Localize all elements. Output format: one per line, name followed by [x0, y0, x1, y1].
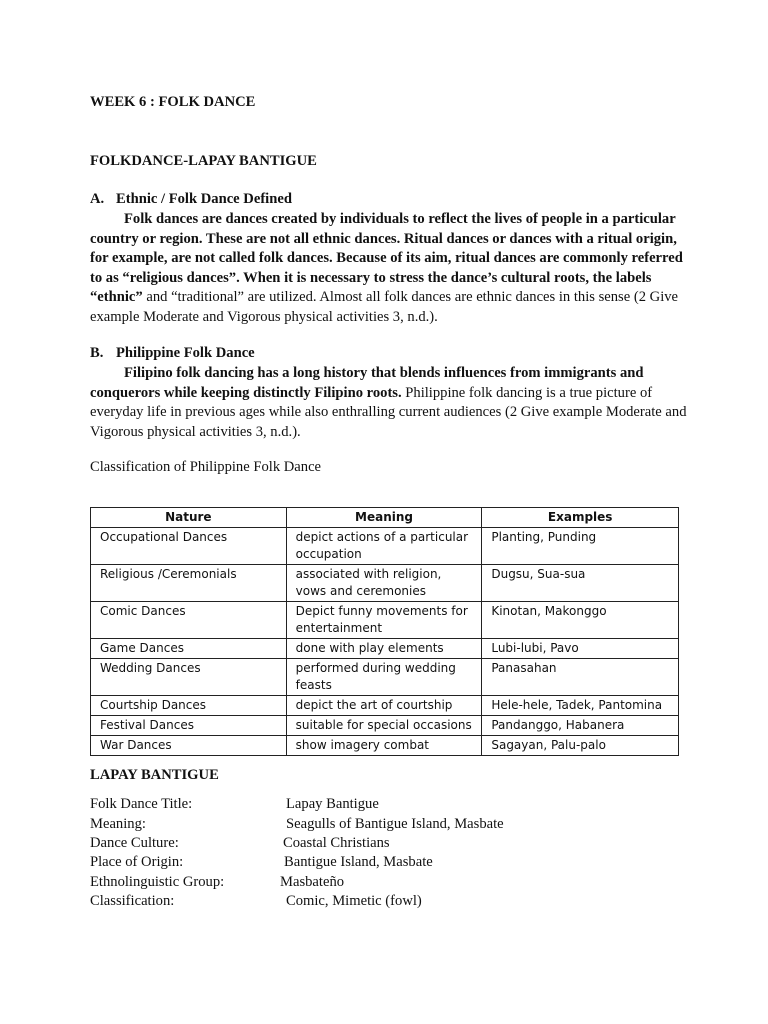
section-a-paragraph: [90, 210, 690, 327]
table-cell-examples: Panasahan: [482, 659, 679, 696]
detail-value: Coastal Christians: [283, 835, 390, 851]
detail-row-title: [90, 795, 379, 815]
table-cell-examples: Lubi-lubi, Pavo: [482, 639, 679, 659]
table-cell-examples: Planting, Punding: [482, 528, 679, 565]
detail-value: Bantigue Island, Masbate: [284, 854, 433, 870]
table-cell-meaning: associated with religion, vows and ceremonies: [286, 565, 482, 602]
classification-table: [90, 507, 679, 756]
section-a-bold-text: Folk dances are dances created by individuals to reflect the lives of people in a particular country or region. These are not all ethnic dances. Ritual dances or dances with a ritual origin, for example, are not called folk dances. Because of its aim, ritual dances are commonly referred to as “religious dances”. When it is necessary to stress the dance’s cultural roots, the labels “ethnic”: [90, 211, 683, 305]
table-cell-meaning: Depict funny movements for entertainment: [286, 602, 482, 639]
table-row: [91, 736, 679, 756]
detail-key: Ethnolinguistic Group:: [90, 874, 225, 890]
week-title: WEEK 6 : FOLK DANCE: [90, 94, 256, 110]
table-cell-meaning: performed during wedding feasts: [286, 659, 482, 696]
table-cell-nature: Comic Dances: [91, 602, 287, 639]
detail-row-meaning: [90, 815, 504, 835]
detail-row-group: [90, 873, 344, 893]
table-row: [91, 696, 679, 716]
table-cell-nature: War Dances: [91, 736, 287, 756]
table-cell-nature: Occupational Dances: [91, 528, 287, 565]
table-row: [91, 528, 679, 565]
table-cell-examples: Kinotan, Makonggo: [482, 602, 679, 639]
table-header-meaning: Meaning: [286, 508, 482, 528]
detail-key: Dance Culture:: [90, 835, 179, 851]
detail-row-culture: [90, 834, 390, 854]
table-cell-meaning: done with play elements: [286, 639, 482, 659]
table-row: [91, 602, 679, 639]
table-row: [91, 639, 679, 659]
table-cell-examples: Dugsu, Sua-sua: [482, 565, 679, 602]
table-header-nature: Nature: [91, 508, 287, 528]
table-header-row: [91, 508, 679, 528]
table-cell-examples: Pandanggo, Habanera: [482, 716, 679, 736]
table-cell-nature: Courtship Dances: [91, 696, 287, 716]
detail-value: Lapay Bantigue: [286, 796, 379, 812]
table-cell-nature: Religious /Ceremonials: [91, 565, 287, 602]
table-row: [91, 565, 679, 602]
section-b-label: B.: [90, 345, 104, 361]
table-cell-nature: Game Dances: [91, 639, 287, 659]
table-header-examples: Examples: [482, 508, 679, 528]
section-a-mid-text: and “traditional” are utilized. Almost all folk dances are ethnic dances in this sense (2 Give example Moderate and Vigorous physical activities 3, n.d.).: [90, 289, 679, 325]
table-cell-meaning: show imagery combat: [286, 736, 482, 756]
section-b-heading: [90, 345, 255, 362]
section-a-label: A.: [90, 191, 105, 207]
detail-value: Seagulls of Bantigue Island, Masbate: [286, 816, 504, 832]
lapay-heading: LAPAY BANTIGUE: [90, 767, 219, 783]
table-cell-nature: Festival Dances: [91, 716, 287, 736]
detail-key: Place of Origin:: [90, 854, 184, 870]
table-cell-meaning: depict the art of courtship: [286, 696, 482, 716]
table-cell-meaning: suitable for special occasions: [286, 716, 482, 736]
detail-key: Meaning:: [90, 816, 146, 832]
table-cell-examples: Sagayan, Palu-palo: [482, 736, 679, 756]
folkdance-heading: FOLKDANCE-LAPAY BANTIGUE: [90, 153, 317, 169]
section-b-title: Philippine Folk Dance: [116, 345, 255, 361]
table-cell-examples: Hele-hele, Tadek, Pantomina: [482, 696, 679, 716]
detail-row-classification: [90, 892, 422, 912]
section-a-title: Ethnic / Folk Dance Defined: [116, 191, 292, 207]
section-a-heading: [90, 191, 292, 208]
detail-key: Classification:: [90, 893, 175, 909]
detail-key: Folk Dance Title:: [90, 796, 193, 812]
section-b-bold-text: Filipino folk dancing has a long history that blends influences from immigrants and conquerors while keeping distinctly Filipino roots.: [90, 365, 644, 401]
detail-row-origin: [90, 853, 433, 873]
detail-value: Comic, Mimetic (fowl): [286, 893, 422, 909]
table-row: [91, 659, 679, 696]
section-b-normal-text: Philippine folk dancing is a true picture of everyday life in previous ages while also enthralling current audiences (2 Give example Moderate and Vigorous physical activities 3, n.d.).: [90, 384, 687, 440]
table-cell-meaning: depict actions of a particular occupation: [286, 528, 482, 565]
classification-title: Classification of Philippine Folk Dance: [90, 459, 322, 475]
table-cell-nature: Wedding Dances: [91, 659, 287, 696]
detail-value: Masbateño: [280, 874, 345, 890]
section-b-paragraph: [90, 364, 690, 442]
table-row: [91, 716, 679, 736]
